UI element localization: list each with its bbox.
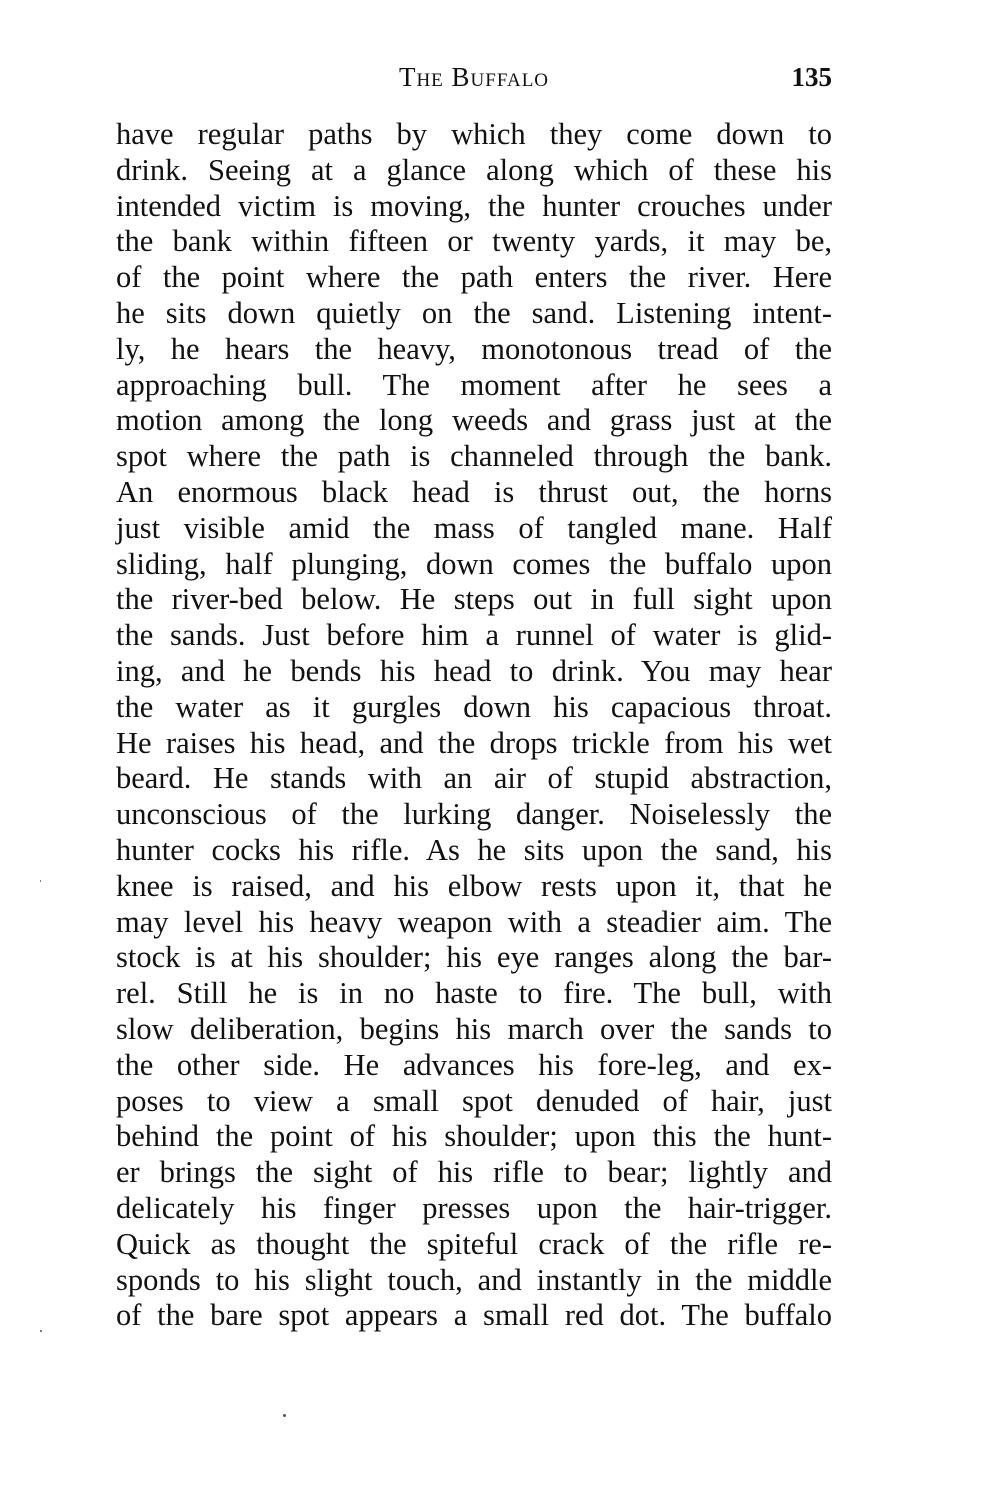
text-line: have regular paths by which they come down to [116,117,832,151]
text-line: of the point where the path enters the river. Here [116,260,832,295]
running-head [116,60,832,104]
text-line: behind the point of his shoulder; upon this the hunt- [116,1119,832,1154]
text-line: delicately his finger presses upon the hair-trigger. [116,1190,832,1225]
text-line: of the bare spot appears a small red dot. The buffalo [116,1298,832,1333]
text-line: motion among the long weeds and grass just at the [116,403,832,438]
text-line: knee is raised, and his elbow rests upon it, that he [116,868,832,903]
text-line: unconscious of the lurking danger. Noiselessly the [116,797,832,832]
body-text [116,117,832,1334]
text-line: just visible amid the mass of tangled mane. Half [116,510,832,545]
running-title: The Buffalo [398,62,550,92]
text-line: the river-bed below. He steps out in full sight upon [116,582,832,617]
text-line: the other side. He advances his fore-leg, and ex- [116,1047,832,1082]
text-line: the sands. Just before him a runnel of water is glid- [116,618,832,653]
text-line: poses to view a small spot denuded of hair, just [116,1083,832,1118]
text-line: hunter cocks his rifle. As he sits upon the sand, his [116,832,832,867]
text-line: drink. Seeing at a glance along which of these his [116,152,832,187]
text-line: sliding, half plunging, down comes the buffalo upon [116,546,832,581]
scan-speck [40,880,41,882]
text-line: An enormous black head is thrust out, the horns [116,474,832,509]
text-line: spot where the path is channeled through the bank. [116,439,832,474]
text-line: er brings the sight of his rifle to bear; lightly and [116,1155,832,1190]
text-line: rel. Still he is in no haste to fire. The bull, with [116,976,832,1011]
text-line: approaching bull. The moment after he sees a [116,367,832,402]
scan-speck [283,1414,286,1417]
text-line: ly, he hears the heavy, monotonous tread of the [116,331,832,366]
text-line: the bank within fifteen or twenty yards, it may be, [116,224,832,259]
text-line: sponds to his slight touch, and instantly in the middle [116,1262,832,1297]
scan-speck [40,1330,42,1332]
text-line: Quick as thought the spiteful crack of the rifle re- [116,1226,832,1261]
text-line: slow deliberation, begins his march over the sands to [116,1011,832,1046]
text-line: may level his heavy weapon with a steadier aim. The [116,904,832,939]
text-line: He raises his head, and the drops trickle from his wet [116,725,832,760]
page-number: 135 [791,62,832,92]
text-line: the water as it gurgles down his capacious throat. [116,689,832,724]
text-line: intended victim is moving, the hunter crouches under [116,188,832,223]
text-line: he sits down quietly on the sand. Listening intent- [116,295,832,330]
text-line: ing, and he bends his head to drink. You may hear [116,653,832,688]
text-line: stock is at his shoulder; his eye ranges along the bar- [116,940,832,975]
text-line: beard. He stands with an air of stupid abstraction, [116,761,832,796]
